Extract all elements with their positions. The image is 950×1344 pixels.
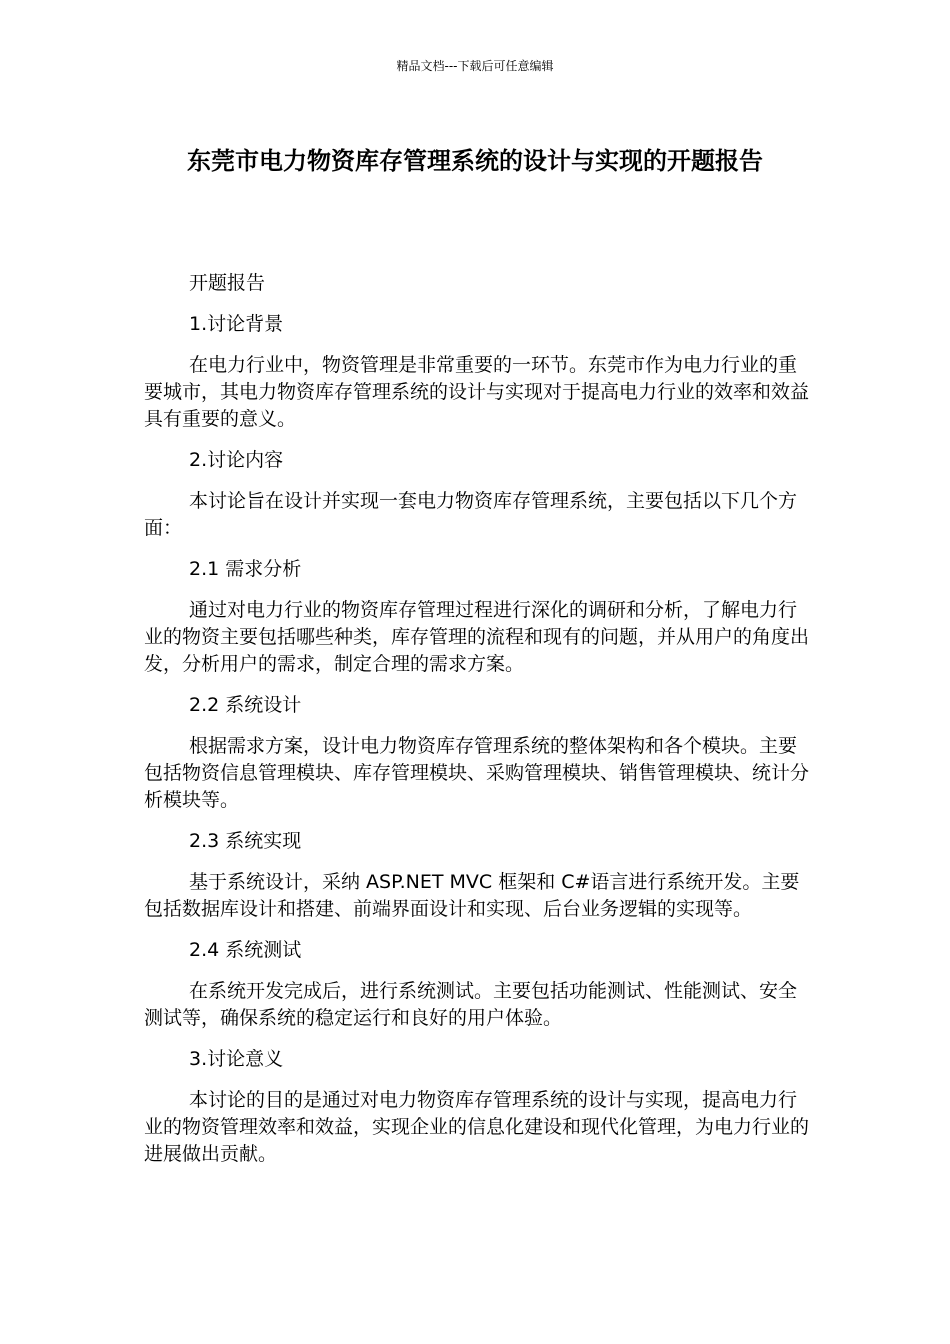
paragraph-implementation: 基于系统设计，采纳 ASP.NET MVC 框架和 C#语言进行系统开发。主要包括数据库设计和搭建、前端界面设计和实现、后台业务逻辑的实现等。 bbox=[144, 871, 800, 920]
heading-section-2-4: 2.4 系统测试 bbox=[189, 939, 302, 961]
document-title: 东莞市电力物资库存管理系统的设计与实现的开题报告 bbox=[187, 147, 763, 175]
paragraph-content-intro: 本讨论旨在设计并实现一套电力物资库存管理系统，主要包括以下几个方面： bbox=[144, 490, 798, 539]
heading-section-2-1: 2.1 需求分析 bbox=[189, 558, 302, 580]
paragraph-background: 在电力行业中，物资管理是非常重要的一环节。东莞市作为电力行业的重要城市，其电力物资库存管理系统的设计与实现对于提高电力行业的效率和效益具有重要的意义。 bbox=[144, 354, 810, 430]
heading-opening-report: 开题报告 bbox=[189, 272, 266, 294]
paragraph-system-design: 根据需求方案，设计电力物资库存管理系统的整体架构和各个模块。主要包括物资信息管理模块、库存管理模块、采购管理模块、销售管理模块、统计分析模块等。 bbox=[144, 735, 810, 811]
heading-section-2-2: 2.2 系统设计 bbox=[189, 694, 302, 716]
page-header: 精品文档---下载后可任意编辑 bbox=[396, 59, 554, 73]
heading-section-1: 1.讨论背景 bbox=[189, 313, 284, 335]
paragraph-requirements: 通过对电力行业的物资库存管理过程进行深化的调研和分析，了解电力行业的物资主要包括哪些种类，库存管理的流程和现有的问题，并从用户的角度出发，分析用户的需求，制定合理的需求方案。 bbox=[144, 599, 810, 675]
paragraph-significance: 本讨论的目的是通过对电力物资库存管理系统的设计与实现，提高电力行业的物资管理效率和效益，实现企业的信息化建设和现代化管理，为电力行业的进展做出贡献。 bbox=[144, 1089, 810, 1165]
paragraph-testing: 在系统开发完成后，进行系统测试。主要包括功能测试、性能测试、安全测试等，确保系统的稳定运行和良好的用户体验。 bbox=[144, 980, 798, 1029]
heading-section-2-3: 2.3 系统实现 bbox=[189, 830, 302, 852]
heading-section-2: 2.讨论内容 bbox=[189, 449, 284, 471]
document-body bbox=[144, 270, 810, 1182]
heading-section-3: 3.讨论意义 bbox=[189, 1048, 284, 1070]
